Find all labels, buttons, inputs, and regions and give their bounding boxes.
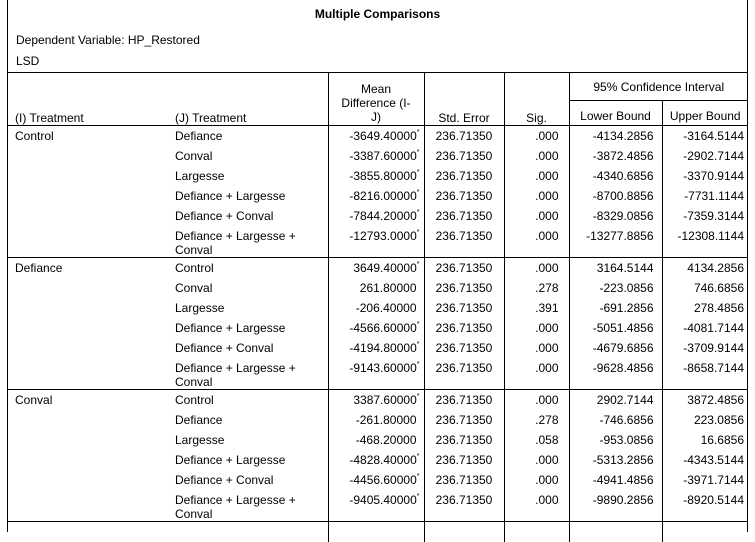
std-error-cell: 236.71350 (424, 206, 504, 226)
mean-difference-header: Mean Difference (I-J) (328, 73, 424, 126)
significance-marker: * (417, 229, 420, 236)
mean-difference-value: -9143.60000 (349, 361, 416, 375)
sig-cell: .000 (504, 186, 569, 206)
i-treatment-cell: Conval (8, 390, 168, 411)
significance-marker: * (417, 149, 420, 156)
upper-bound-cell: 3872.4856 (662, 390, 748, 411)
std-error-cell: 236.71350 (424, 450, 504, 470)
significance-marker: * (417, 169, 420, 176)
significance-marker: * (417, 473, 420, 480)
j-treatment-cell: Defiance + Largesse (168, 450, 328, 470)
sig-cell: .000 (504, 166, 569, 186)
sig-cell: .000 (504, 206, 569, 226)
significance-marker: * (417, 361, 420, 368)
mean-difference-value: -206.40000 (356, 301, 417, 315)
significance-marker: * (417, 493, 420, 500)
i-treatment-header: (I) Treatment (8, 73, 168, 126)
table-row (8, 450, 748, 470)
lower-bound-cell: -5313.2856 (569, 450, 662, 470)
mean-difference-cell (328, 146, 424, 166)
mean-difference-cell (328, 430, 424, 450)
significance-marker: * (417, 209, 420, 216)
significance-marker: * (417, 321, 420, 328)
mean-difference-value: -3855.80000 (349, 169, 416, 183)
i-treatment-cell (8, 186, 168, 206)
std-error-cell: 236.71350 (424, 126, 504, 147)
std-error-cell: 236.71350 (424, 410, 504, 430)
upper-bound-cell: -3709.9144 (662, 338, 748, 358)
sig-cell: .278 (504, 410, 569, 430)
j-treatment-cell: Largesse (168, 430, 328, 450)
sig-cell: .000 (504, 490, 569, 522)
upper-bound-cell: -3164.5144 (662, 126, 748, 147)
mean-difference-value: 261.80000 (360, 281, 417, 295)
upper-bound-cell: -8658.7144 (662, 358, 748, 390)
j-treatment-cell: Defiance + Largesse + Conval (168, 490, 328, 522)
mean-difference-cell (328, 258, 424, 279)
lower-bound-cell: -9628.4856 (569, 358, 662, 390)
j-treatment-cell: Defiance + Largesse (168, 186, 328, 206)
significance-marker: * (417, 189, 420, 196)
j-treatment-header: (J) Treatment (168, 73, 328, 126)
sig-header: Sig. (504, 73, 569, 126)
j-treatment-cell: Defiance + Conval (168, 338, 328, 358)
upper-bound-cell: -2902.7144 (662, 146, 748, 166)
std-error-header: Std. Error (424, 73, 504, 126)
j-treatment-cell: Control (168, 390, 328, 411)
std-error-cell: 236.71350 (424, 146, 504, 166)
sig-cell: .000 (504, 470, 569, 490)
upper-bound-cell: 16.6856 (662, 430, 748, 450)
i-treatment-cell (8, 278, 168, 298)
i-treatment-cell (8, 146, 168, 166)
mean-difference-cell (328, 410, 424, 430)
sig-cell: .000 (504, 126, 569, 147)
table-row (8, 390, 748, 411)
mean-difference-cell (328, 298, 424, 318)
sig-cell: .391 (504, 298, 569, 318)
mean-difference-value: 3649.40000 (353, 261, 416, 275)
mean-difference-value: -261.80000 (356, 413, 417, 427)
table-row (8, 258, 748, 279)
mean-difference-cell (328, 186, 424, 206)
table-row (8, 490, 748, 522)
upper-bound-cell: -12308.1144 (662, 226, 748, 258)
i-treatment-cell (8, 430, 168, 450)
lower-bound-cell: -223.0856 (569, 278, 662, 298)
mean-difference-value: -7844.20000 (349, 209, 416, 223)
lower-bound-cell: -8329.0856 (569, 206, 662, 226)
std-error-cell: 236.71350 (424, 390, 504, 411)
std-error-cell: 236.71350 (424, 166, 504, 186)
multiple-comparisons-table (8, 72, 748, 542)
mean-difference-cell (328, 450, 424, 470)
std-error-cell: 236.71350 (424, 258, 504, 279)
significance-marker: * (417, 341, 420, 348)
table-row (8, 318, 748, 338)
sig-cell: .000 (504, 390, 569, 411)
confidence-interval-header: 95% Confidence Interval (569, 73, 748, 101)
table-row (8, 278, 748, 298)
upper-bound-cell: 4134.2856 (662, 258, 748, 279)
lower-bound-cell: -13277.8856 (569, 226, 662, 258)
sig-cell: .000 (504, 258, 569, 279)
mean-difference-value: -3387.60000 (349, 149, 416, 163)
sig-cell: .058 (504, 430, 569, 450)
lower-bound-cell: -4340.6856 (569, 166, 662, 186)
mean-difference-cell (328, 226, 424, 258)
j-treatment-cell: Defiance (168, 410, 328, 430)
mean-difference-value: -8216.00000 (349, 189, 416, 203)
mean-difference-cell (328, 278, 424, 298)
table-row (8, 338, 748, 358)
table-row (8, 430, 748, 450)
lower-bound-cell: -5051.4856 (569, 318, 662, 338)
mean-difference-cell (328, 338, 424, 358)
mean-difference-cell (328, 358, 424, 390)
i-treatment-cell: Control (8, 126, 168, 147)
table-row (8, 410, 748, 430)
significance-marker: * (417, 129, 420, 136)
upper-bound-cell: -3370.9144 (662, 166, 748, 186)
lower-bound-cell: -4679.6856 (569, 338, 662, 358)
j-treatment-cell: Conval (168, 278, 328, 298)
std-error-cell: 236.71350 (424, 490, 504, 522)
mean-difference-cell (328, 126, 424, 147)
mean-difference-cell (328, 318, 424, 338)
mean-difference-value: -4456.60000 (349, 473, 416, 487)
mean-difference-cell (328, 390, 424, 411)
i-treatment-cell (8, 450, 168, 470)
significance-marker: * (417, 261, 420, 268)
sig-cell: .000 (504, 226, 569, 258)
sig-cell: .000 (504, 338, 569, 358)
sig-cell: .000 (504, 318, 569, 338)
dependent-variable-label: Dependent Variable: HP_Restored (16, 33, 200, 47)
j-treatment-cell: Defiance + Largesse (168, 318, 328, 338)
mean-difference-cell (328, 166, 424, 186)
j-treatment-cell: Defiance + Conval (168, 206, 328, 226)
table-row (8, 206, 748, 226)
i-treatment-cell (8, 226, 168, 258)
std-error-cell: 236.71350 (424, 318, 504, 338)
i-treatment-cell (8, 490, 168, 522)
i-treatment-cell: Defiance (8, 258, 168, 279)
sig-cell: .000 (504, 358, 569, 390)
i-treatment-cell (8, 358, 168, 390)
i-treatment-cell (8, 298, 168, 318)
lower-bound-cell: 3164.5144 (569, 258, 662, 279)
lower-bound-cell: -4941.4856 (569, 470, 662, 490)
mean-difference-value: -9405.40000 (349, 493, 416, 507)
mean-difference-value: -4828.40000 (349, 453, 416, 467)
upper-bound-cell: -8920.5144 (662, 490, 748, 522)
upper-bound-cell: 746.6856 (662, 278, 748, 298)
i-treatment-cell (8, 470, 168, 490)
table-title: Multiple Comparisons (0, 7, 755, 21)
lower-bound-cell: 2902.7144 (569, 390, 662, 411)
significance-marker: * (417, 393, 420, 400)
table-row (8, 166, 748, 186)
lower-bound-header: Lower Bound (569, 101, 662, 126)
i-treatment-cell (8, 410, 168, 430)
lower-bound-cell: -953.0856 (569, 430, 662, 450)
upper-bound-cell: -7359.3144 (662, 206, 748, 226)
table-row (8, 358, 748, 390)
upper-bound-cell: 278.4856 (662, 298, 748, 318)
j-treatment-cell: Defiance + Largesse + Conval (168, 226, 328, 258)
j-treatment-cell: Conval (168, 146, 328, 166)
j-treatment-cell: Largesse (168, 166, 328, 186)
std-error-cell: 236.71350 (424, 186, 504, 206)
lower-bound-cell: -3872.4856 (569, 146, 662, 166)
i-treatment-cell (8, 206, 168, 226)
i-treatment-cell (8, 166, 168, 186)
upper-bound-cell: -7731.1144 (662, 186, 748, 206)
table-row (8, 146, 748, 166)
upper-bound-cell: -3971.7144 (662, 470, 748, 490)
upper-bound-header: Upper Bound (662, 101, 748, 126)
upper-bound-cell: -4343.5144 (662, 450, 748, 470)
method-label: LSD (16, 54, 39, 68)
j-treatment-cell: Defiance + Conval (168, 470, 328, 490)
mean-difference-value: -4566.60000 (349, 321, 416, 335)
std-error-cell: 236.71350 (424, 226, 504, 258)
table-row (8, 126, 748, 147)
lower-bound-cell: -746.6856 (569, 410, 662, 430)
mean-difference-cell (328, 470, 424, 490)
sig-cell: .000 (504, 146, 569, 166)
j-treatment-cell: Largesse (168, 298, 328, 318)
header-row-1 (8, 73, 748, 101)
i-treatment-cell (8, 318, 168, 338)
std-error-cell: 236.71350 (424, 470, 504, 490)
mean-difference-value: -4194.80000 (349, 341, 416, 355)
std-error-cell: 236.71350 (424, 430, 504, 450)
table-row (8, 186, 748, 206)
mean-difference-cell (328, 490, 424, 522)
comparisons-body (8, 126, 748, 542)
mean-difference-cell (328, 206, 424, 226)
std-error-cell: 236.71350 (424, 278, 504, 298)
lower-bound-cell: -9890.2856 (569, 490, 662, 522)
sig-cell: .278 (504, 278, 569, 298)
significance-marker: * (417, 453, 420, 460)
j-treatment-cell: Defiance + Largesse + Conval (168, 358, 328, 390)
mean-difference-value: -468.20000 (356, 433, 417, 447)
table-row (8, 470, 748, 490)
std-error-cell: 236.71350 (424, 338, 504, 358)
sig-cell: .000 (504, 450, 569, 470)
lower-bound-cell: -691.2856 (569, 298, 662, 318)
mean-difference-value: -12793.0000 (349, 229, 416, 243)
upper-bound-cell: 223.0856 (662, 410, 748, 430)
table-row (8, 298, 748, 318)
j-treatment-cell: Control (168, 258, 328, 279)
std-error-cell: 236.71350 (424, 298, 504, 318)
std-error-cell: 236.71350 (424, 358, 504, 390)
i-treatment-cell (8, 338, 168, 358)
table-row (8, 226, 748, 258)
mean-difference-value: -3649.40000 (349, 129, 416, 143)
upper-bound-cell: -4081.7144 (662, 318, 748, 338)
lower-bound-cell: -4134.2856 (569, 126, 662, 147)
j-treatment-cell: Defiance (168, 126, 328, 147)
mean-difference-value: 3387.60000 (353, 393, 416, 407)
lower-bound-cell: -8700.8856 (569, 186, 662, 206)
